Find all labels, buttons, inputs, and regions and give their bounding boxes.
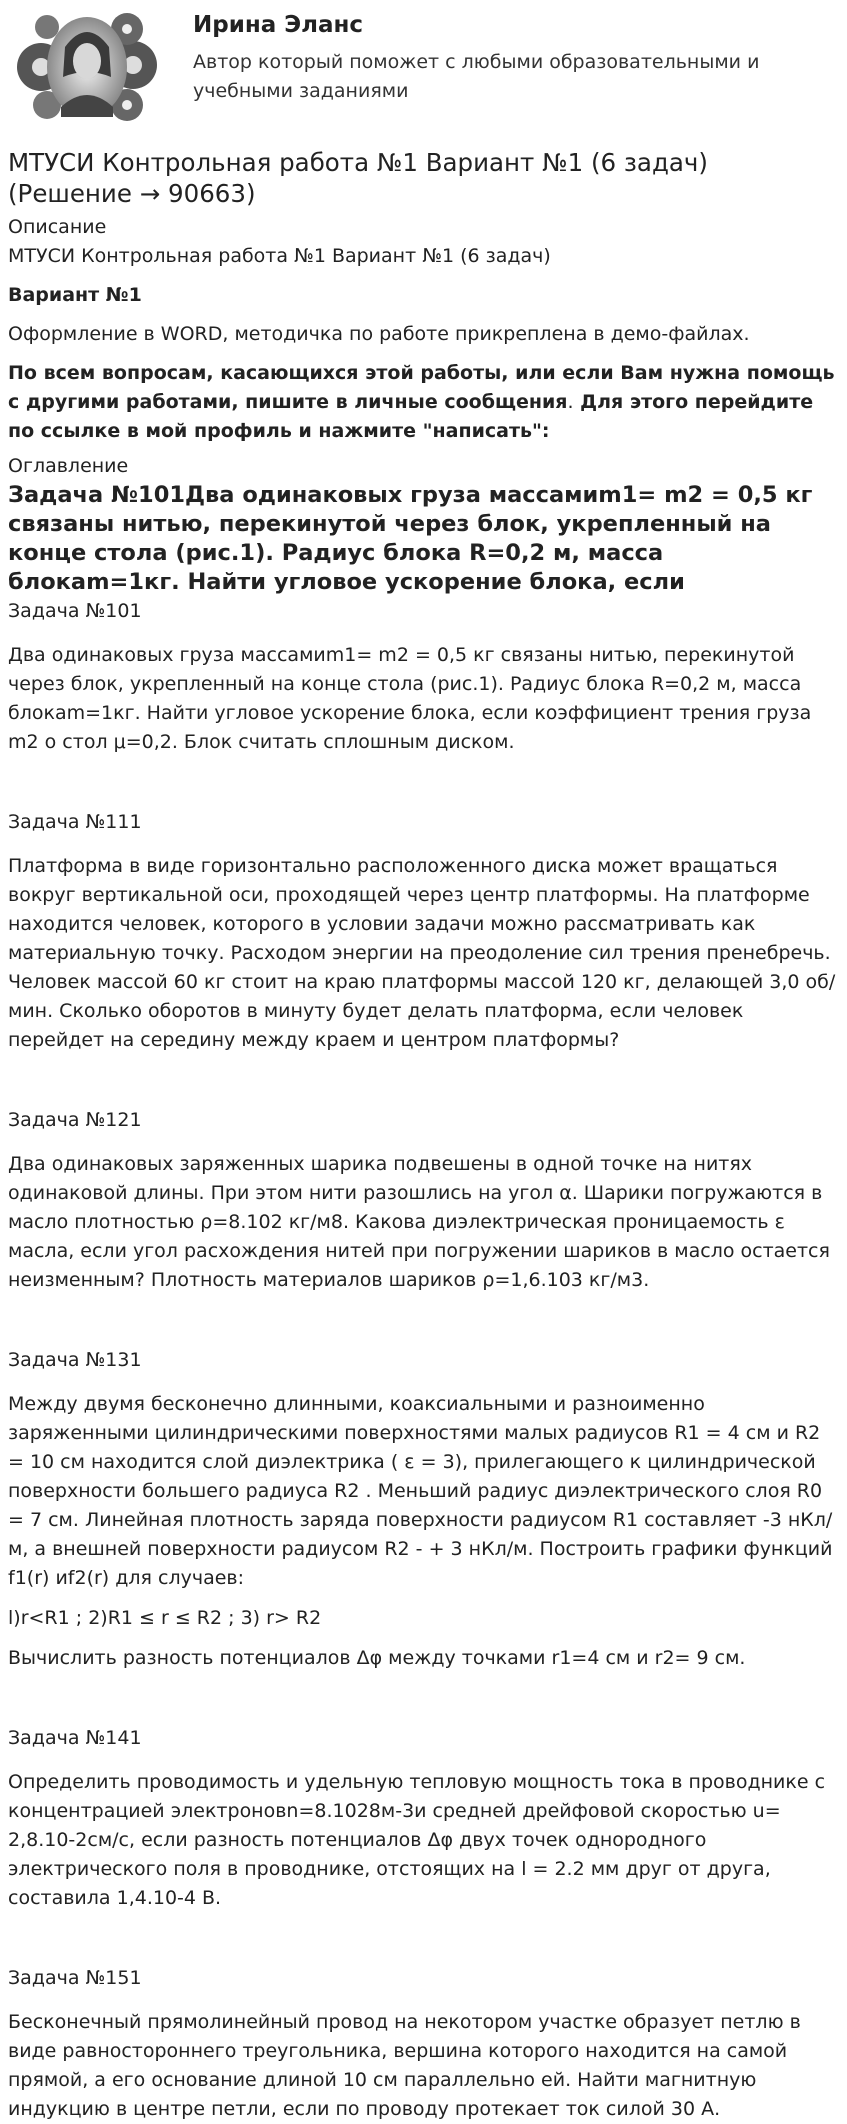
- task-text: Два одинаковых груза массамиm1= m2 = 0,5 кг связаны нитью, перекинутой через блок, укрепленный на конце стола (рис.1). Радиус блока R=0,2 м, масса блокаm=1кг. Найти угловое ускорение блока, если коэффициент трения груза m2 о стол μ=0,2. Блок считать сплошным диском.: [8, 644, 812, 753]
- contact-note-bold: По всем вопросам, касающихся этой работы, или если Вам нужна помощь с другими работами, пишите в личные сообщения: [8, 362, 835, 413]
- author-block: [8, 0, 839, 128]
- contact-note-bold-2: Для этого перейдите по ссылке в мой профиль и нажмите "написать":: [8, 391, 814, 442]
- task-title: Задача №101: [8, 600, 142, 622]
- page-title: МТУСИ Контрольная работа №1 Вариант №1 (6 задач) (Решение → 90663): [8, 148, 708, 208]
- toc-label: Оглавление: [8, 455, 129, 477]
- toc-heading-link[interactable]: Задача №101Два одинаковых груза массамиm1= m2 = 0,5 кг связаны нитью, перекинутой через блок, укрепленный на конце стола (рис.1). Радиус блока R=0,2 м, масса блокаm=1кг. Найти угловое ускорение блока, если: [8, 482, 813, 595]
- avatar-image: [15, 7, 160, 125]
- author-description: Автор который поможет с любыми образовательными и учебными заданиями: [193, 51, 760, 102]
- task-text: Платформа в виде горизонтально расположенного диска может вращаться вокруг вертикальной оси, проходящей через центр платформы. На платформе находится человек, которого в условии задачи можно рассматривать как материальную точку. Расходом энергии на преодоление сил трения пренебречь. Человек массой 60 кг стоит на краю платформы массой 120 кг, делающей 3,0 об/мин. Сколько оборотов в минуту будет делать платформа, если человек перейдет на середину между краем и центром платформы?: [8, 855, 836, 1051]
- task-text-cases: l)r<R1 ; 2)R1 ≤ r ≤ R2 ; 3) r> R2: [8, 1607, 322, 1629]
- task-title: Задача №111: [8, 811, 142, 833]
- contact-note: [8, 359, 839, 446]
- author-name[interactable]: Ирина Эланс: [193, 12, 364, 38]
- format-note: Оформление в WORD, методичка по работе прикреплена в демо-файлах.: [8, 323, 750, 345]
- task-text: Между двумя бесконечно длинными, коаксиальными и разноименно заряженными цилиндрическими поверхностями малых радиусов R1 = 4 см и R2 = 10 см находится слой диэлектрика ( ε = 3), прилегающего к цилиндрической поверхности большего радиуса R2 . Меньший радиус диэлектрического слоя R0 = 7 см. Линейная плотность заряда поверхности радиусом R1 составляет -3 нКл/м, а внешней поверхности радиусом R2 - + 3 нКл/м. Построить графики функций f1(r) иf2(r) для случаев:: [8, 1393, 833, 1589]
- task-text-compute: Вычислить разность потенциалов Δφ между точками r1=4 см и r2= 9 см.: [8, 1647, 746, 1669]
- description-label: Описание: [8, 216, 107, 238]
- task-text: Бесконечный прямолинейный провод на некотором участке образует петлю в виде равностороннего треугольника, вершина которого находится на самой прямой, а его основание длиной 10 см параллельно ей. Найти магнитную индукцию в центре петли, если по проводу протекает ток силой 30 А.: [8, 2011, 801, 2120]
- task-title: Задача №121: [8, 1109, 142, 1131]
- task-text: Два одинаковых заряженных шарика подвешены в одной точке на нитях одинаковой длины. При этом нити разошлись на угол α. Шарики погружаются в масло плотностью ρ=8.102 кг/м8. Какова диэлектрическая проницаемость ε масла, если угол расхождения нитей при погружении шариков в масло остается неизменным? Плотность материалов шариков ρ=1,6.103 кг/м3.: [8, 1153, 830, 1291]
- description-text: МТУСИ Контрольная работа №1 Вариант №1 (6 задач): [8, 245, 551, 267]
- task-title: Задача №151: [8, 1967, 142, 1989]
- variant-label: Вариант №1: [8, 284, 142, 306]
- task-title: Задача №141: [8, 1727, 142, 1749]
- task-title: Задача №131: [8, 1349, 142, 1371]
- task-text: Определить проводимость и удельную тепловую мощность тока в проводнике с концентрацией электроновn=8.1028м-3и средней дрейфовой скоростью u= 2,8.10-2см/с, если разность потенциалов Δφ двух точек однородного электрического поля в проводнике, отстоящих на l = 2.2 мм друг от друга, составила 1,4.10-4 В.: [8, 1771, 826, 1909]
- contact-note-dot: .: [567, 391, 574, 413]
- avatar[interactable]: [15, 7, 160, 125]
